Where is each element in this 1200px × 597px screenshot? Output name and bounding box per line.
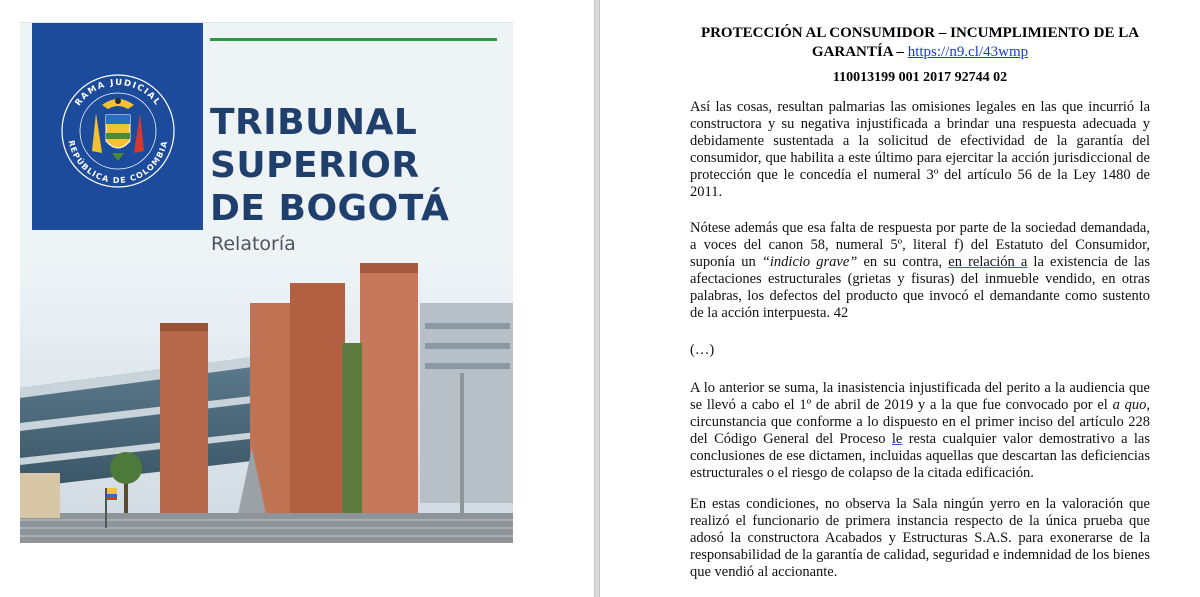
- document-page: [600, 0, 1200, 597]
- paragraph-4-italic: a quo: [1112, 397, 1147, 414]
- paragraph-5: En estas condiciones, no observa la Sala ningún yerro en la valoración que realizó el funcionario de primera instancia respecto de la única prueba que adosó la constructora Acabados y Estructuras S.A.S. para exonerarse de la responsabilidad de la garantía de calidad, seguridad e indemnidad de los bienes que vendió al accionante.: [690, 496, 1150, 581]
- paragraph-2-italic: “indicio grave”: [761, 254, 858, 271]
- cover-title-line1: TRIBUNAL: [210, 102, 418, 143]
- paragraph-2-text-c: la existencia de las afectaciones estructurales (grietas y fisuras) del inmueble vendido, en otras palabras, los defectos del producto que invocó el demandante como sustento de la acción interpuesta. 42: [690, 254, 1150, 322]
- cover-image: [20, 22, 513, 543]
- paragraph-4-underlined: le: [891, 431, 903, 448]
- paragraph-4: [690, 380, 1150, 483]
- paragraph-4-text-c: resta cualquier valor demostrativo a las conclusiones de ese dictamen, incluidas aquellas que descartan las deficiencias estructurales o el riesgo de colapso de la citada edificación.: [690, 431, 1151, 482]
- paragraph-2-underlined: en relación a: [948, 254, 1028, 271]
- document-title: [690, 24, 1150, 62]
- emblem-bottom-text: REPÚBLICA DE COLOMBIA: [66, 139, 170, 186]
- paragraph-4-text-b: , circunstancia que conforme a lo dispuesto en el primer inciso del artículo 228 del Código General del Proceso: [690, 397, 1150, 448]
- source-link[interactable]: https://n9.cl/43wmp: [907, 44, 1029, 60]
- cover-title-line2: SUPERIOR: [210, 145, 420, 186]
- courthouse-photo: [20, 263, 513, 543]
- paragraph-2-text-a: Nótese además que esa falta de respuesta por parte de la sociedad demandada, a voces del canon 58, numeral 5º, literal f) del Estatuto del Consumidor, suponía un: [690, 220, 1150, 271]
- paragraph-4-text-a: A lo anterior se suma, la inasistencia injustificada del perito a la audiencia que se llevó a cabo el 1º de abril de 2019 y a la que fue convocado por el: [690, 380, 1150, 414]
- green-rule: [210, 38, 497, 41]
- judicial-seal-icon: [32, 23, 203, 230]
- paragraph-2: [690, 220, 1150, 323]
- document-title-separator: –: [892, 44, 908, 60]
- document-title-main: PROTECCIÓN AL CONSUMIDOR – INCUMPLIMIENTO DE LA GARANTÍA: [700, 25, 1140, 60]
- paragraph-ellipsis: (…): [690, 342, 715, 358]
- paragraph-2-text-b: en su contra,: [857, 254, 949, 271]
- case-number: 110013199 001 2017 92744 02: [832, 70, 1008, 85]
- cover-subtitle: Relatoría: [211, 233, 296, 255]
- paragraph-1: Así las cosas, resultan palmarias las omisiones legales en las que incurrió la constructora y su negativa injustificada a brindar una respuesta adecuada y debidamente sustentada a la solicitud de efectividad de la garantía del consumidor, que habilita a este último para ejercitar la acción jurisdiccional de protección que le concedía el numeral 3º del artículo 56 de la Ley 1480 de 2011.: [690, 99, 1150, 201]
- logo-block: [32, 23, 203, 230]
- cover-title-line3: DE BOGOTÁ: [210, 188, 450, 229]
- cover-page: [0, 0, 594, 597]
- emblem-top-text: RAMA JUDICIAL: [73, 77, 163, 109]
